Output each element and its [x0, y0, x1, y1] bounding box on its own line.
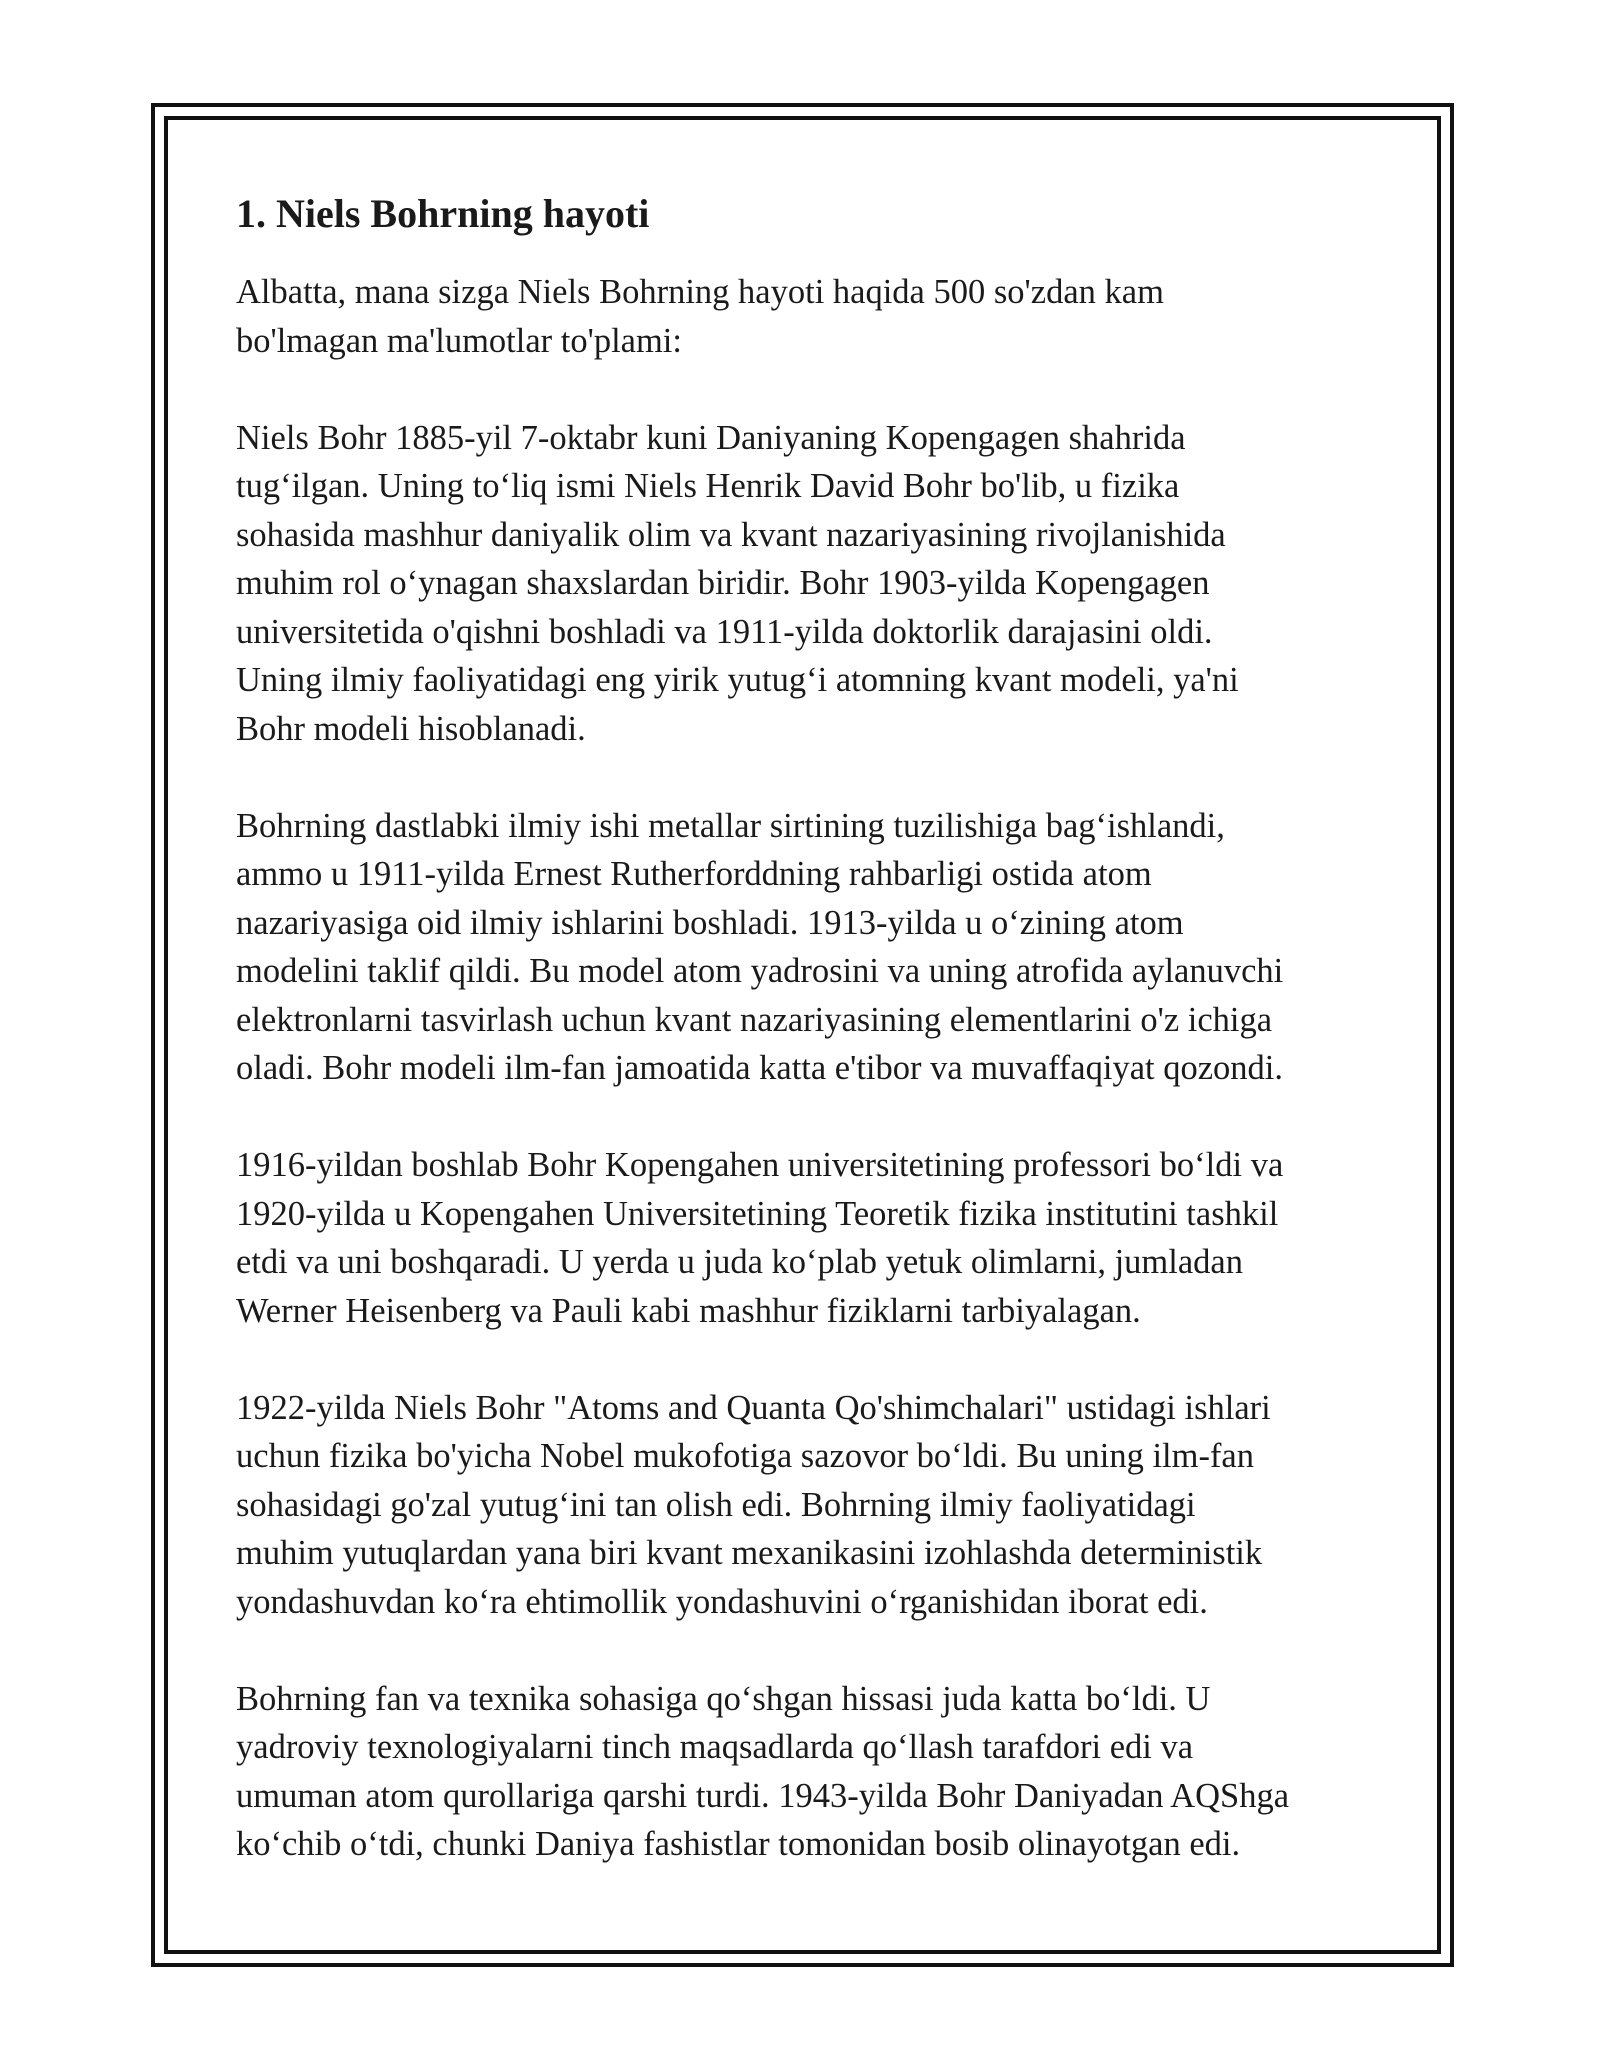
paragraph-legacy: Bohrning fan va texnika sohasiga qo‘shgan hissasi juda katta bo‘ldi. U yadroviy texnologiyalarni tinch maqsadlarda qo‘llash tarafdori edi va umuman atom qurollariga qarshi turdi. 1943-yilda Bohr Daniyadan AQShga ko‘chib o‘tdi, chunki Daniya fashistlar tomonidan bosib olinayotgan edi. [236, 1679, 1290, 1863]
paragraph-nobel-prize: 1922-yilda Niels Bohr "Atoms and Quanta Qo'shimchalari" ustidagi ishlari uchun fizika bo'yicha Nobel mukofotiga sazovor bo‘ldi. Bu uning ilm-fan sohasidagi go'zal yutug‘ini tan olish edi. Bohrning ilmiy faoliyatidagi muhim yutuqlardan yana biri kvant mexanikasini izohlashda deterministik yondashuvdan ko‘ra ehtimollik yondashuvini o‘rganishidan iborat edi. [236, 1388, 1271, 1621]
paragraph-intro: Albatta, mana sizga Niels Bohrning hayoti haqida 500 so'zdan kam bo'lmagan ma'lumotlar to'plami: [236, 273, 1164, 360]
document-body [236, 186, 1376, 1917]
paragraph-early-work: Bohrning dastlabki ilmiy ishi metallar sirtining tuzilishiga bag‘ishlandi, ammo u 1911-yilda Ernest Rutherforddning rahbarligi ostida atom nazariyasiga oid ilmiy ishlarini boshladi. 1913-yilda u o‘zining atom modelini taklif qildi. Bu model atom yadrosini va uning atrofida aylanuvchi elektronlarni tasvirlash uchun kvant nazariyasining elementlarini o'z ichiga oladi. Bohr modeli ilm-fan jamoatida katta e'tibor va muvaffaqiyat qozondi. [236, 806, 1284, 1087]
section-heading: 1. Niels Bohrning hayoti [236, 191, 650, 236]
paragraph-professorship: 1916-yildan boshlab Bohr Kopengahen universitetining professori bo‘ldi va 1920-yilda u Kopengahen Universitetining Teoretik fizika institutini tashkil etdi va uni boshqaradi. U yerda u juda ko‘plab yetuk olimlarni, jumladan Werner Heisenberg va Pauli kabi mashhur fiziklarni tarbiyalagan. [236, 1146, 1284, 1330]
paragraph-birth: Niels Bohr 1885-yil 7-oktabr kuni Daniyaning Kopengagen shahrida tug‘ilgan. Uning to‘liq ismi Niels Henrik David Bohr bo'lib, u fizika sohasida mashhur daniyalik olim va kvant nazariyasining rivojlanishida muhim rol o‘ynagan shaxslardan biridir. Bohr 1903-yilda Kopengagen universitetida o'qishni boshladi va 1911-yilda doktorlik darajasini oldi. Uning ilmiy faoliyatidagi eng yirik yutug‘i atomning kvant modeli, ya'ni Bohr modeli hisoblanadi. [236, 418, 1239, 748]
